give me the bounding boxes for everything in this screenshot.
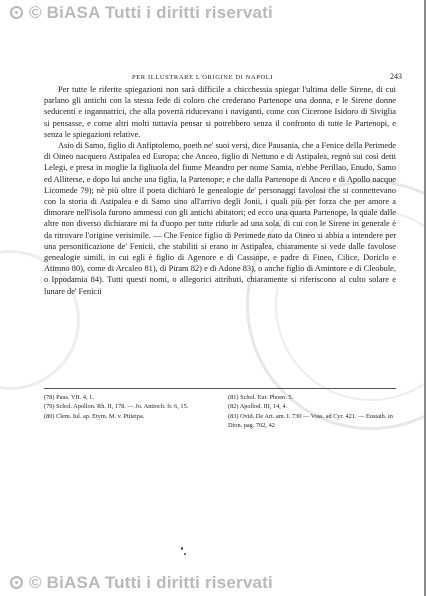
footnotes-left-column bbox=[44, 393, 212, 431]
footnote: (79) Schol. Apollon. Rh. II, 178. — Jo. Antioch. fr. 6, 15. bbox=[44, 403, 189, 411]
ink-speck bbox=[184, 553, 186, 555]
footnote: (81) Schol. Eur. Phoen. 5. bbox=[228, 394, 294, 401]
footnote: (82) Apollod. III, 14, 4. bbox=[228, 403, 288, 411]
watermark-bottom bbox=[10, 573, 273, 593]
body-text bbox=[44, 84, 396, 297]
paragraph: Asio di Samo, figlio di Anfiptolemo, poeth ne' suoi versi, dice Pausania, che a Fenice della Perimede di Oineo nacquero Astipalea ed Europa; che Anceo, figlio di Nettuno e di Astipalea, regnò sui così detti Lelegi, e presa in moglie la figliuola del fiume Meandro per nome Samia, n'ebbe Perillao, Enudo, Samo ed Alliterse, e dopo lui anche una figlia, la Partenope; e che dalla Partenope di Anceo e di Apollo nacque Licomede 79); nè più oltre il poeta dichiarò le genealogie de' personaggi favolosi che si connettevano con la storia di Astipalea e di Samo sino all'arrivo degli Jonii, i quali più per forza che per amore a dimorare nell'isola furono ammessi con gli antichi abitatori; ed ecco una quarta Partenope, la quale dalle altre non diverso dichiarare mi fa d'uopo per tutte ridurle ad una sola, di cui con le Sirene in generale è da ritrovare l'origine verisimile. — Che Fenice figlio di Perimede nato da Oineo si abbia a intendere per una personificazione de' Fenicii, che stabiliti si erano in Astipalea, chiaramente si vede dalle favolose genealogie simili, in cui egli è figlio di Agenore e di Cassiope, e padre di Fineo, Cilice, Doriclo e Atimno 80), come di Arcaleo 81), di Piram 82) e di Adone 83), o anche figlio di Amintore e di Cleobule, o Ippodamia 84). Tutti questi nomi, o allegorici attributi, chiaramente si riferiscono al culto solare e lunare de' Fenicii bbox=[44, 141, 396, 296]
footnotes bbox=[44, 393, 396, 431]
copyright-icon bbox=[10, 6, 23, 19]
paragraph: Per tutte le riferite spiegazioni non sarà difficile a chicchessia spiegar l'ultima delle Sirene, di cui parlano gli antichi con la stessa fede di coloro che crederano Partenope una donna, e le Sirene donne seducenti e ingannatrici, che alla povertà riducevano i naviganti, come con Cicerone Isidoro di Siviglia si pensasse, e come altri molti tuttavia pensar si potrebbero senza il confronto di tutte le Partenopi, e senza le spiegazioni relative. bbox=[44, 85, 396, 139]
footnote: (80) Clem. Iul. ap. Etym. M. v. Ptiteipa. bbox=[44, 412, 145, 420]
page-number: 243 bbox=[390, 72, 402, 81]
copyright-icon bbox=[10, 576, 23, 589]
watermark-bottom-text: © BiASA Tutti i diritti riservati bbox=[29, 573, 273, 592]
watermark-top-text: © BiASA Tutti i diritti riservati bbox=[29, 3, 273, 22]
running-head-title: PER ILLUSTRARE L'ORIGINE DI NAPOLI bbox=[132, 74, 274, 81]
watermark-top bbox=[10, 3, 273, 23]
footnote: (78) Paus. VII. 4, 1. bbox=[44, 394, 94, 401]
footnotes-right-column bbox=[228, 393, 396, 431]
running-head bbox=[132, 72, 402, 81]
ink-speck bbox=[181, 547, 183, 550]
footnote-rule bbox=[44, 388, 396, 389]
footnote: (83) Ovid. De Art. am. I. 730 — Voss. ad Cyr. 421. — Eustath. in Dion. pag. 702, 42 bbox=[228, 412, 393, 430]
